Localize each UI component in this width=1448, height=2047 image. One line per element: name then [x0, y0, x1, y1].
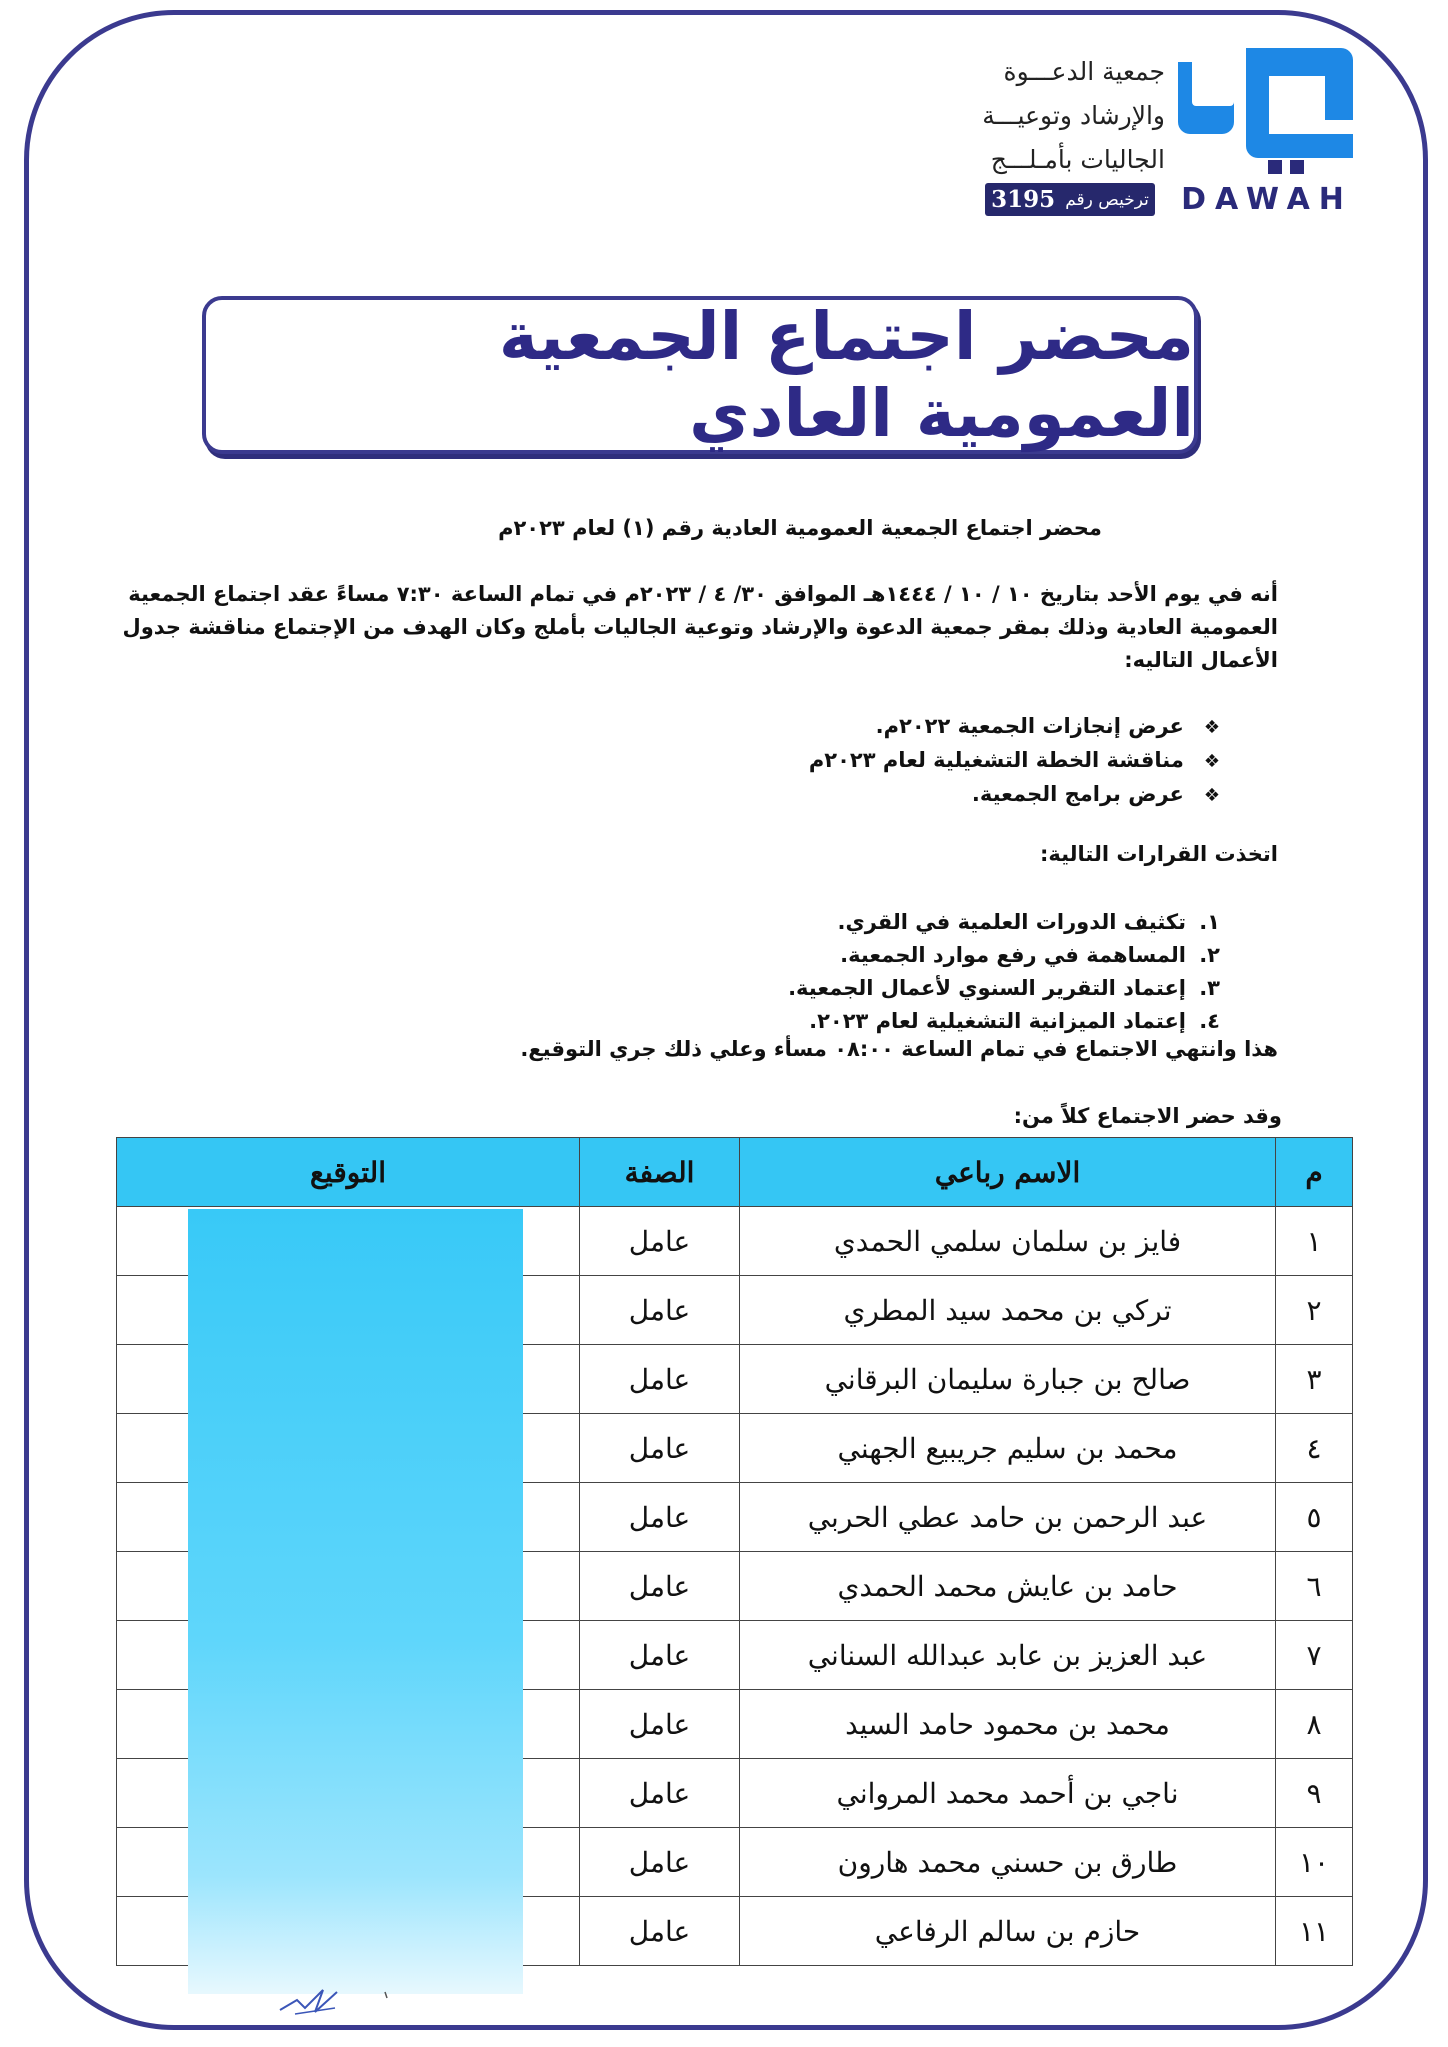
decision-text: إعتماد التقرير السنوي لأعمال الجمعية.: [788, 976, 1186, 1000]
decision-item: [300, 1005, 1220, 1038]
decision-text: المساهمة في رفع موارد الجمعية.: [840, 943, 1186, 967]
license-number: 3195: [991, 186, 1056, 213]
row-number: ٣: [1276, 1345, 1353, 1414]
row-number: ٦: [1276, 1552, 1353, 1621]
member-role: عامل: [580, 1483, 740, 1552]
dawah-logo-icon: [1178, 48, 1353, 178]
table-header-row: [117, 1138, 1353, 1207]
member-role: عامل: [580, 1345, 740, 1414]
license-label: ترخيص رقم: [1065, 189, 1149, 210]
member-name: ناجي بن أحمد محمد المرواني: [740, 1759, 1276, 1828]
member-role: عامل: [580, 1207, 740, 1276]
row-number: ٤: [1276, 1414, 1353, 1483]
member-name: طارق بن حسني محمد هارون: [740, 1828, 1276, 1897]
decision-number: ٢.: [1199, 943, 1220, 967]
document-title: محضر اجتماع الجمعية العمومية العادي: [498, 298, 1194, 452]
row-number: ٩: [1276, 1759, 1353, 1828]
member-role: عامل: [580, 1276, 740, 1345]
member-role: عامل: [580, 1414, 740, 1483]
closing-statement: هذا وانتهي الاجتماع في تمام الساعة ٠٨:٠٠ مسأء وعلي ذلك جري التوقيع.: [520, 1037, 1278, 1061]
member-name: فايز بن سلمان سلمي الحمدي: [740, 1207, 1276, 1276]
member-role: عامل: [580, 1828, 740, 1897]
member-name: حازم بن سالم الرفاعي: [740, 1897, 1276, 1966]
decision-number: ١.: [1199, 910, 1220, 934]
decision-number: ٣.: [1199, 976, 1220, 1000]
member-role: عامل: [580, 1759, 740, 1828]
title-box: [202, 296, 1198, 454]
header-role: الصفة: [580, 1138, 740, 1207]
org-line: الجاليات بأمـلـــج: [990, 145, 1165, 174]
member-role: عامل: [580, 1621, 740, 1690]
row-number: ١: [1276, 1207, 1353, 1276]
member-name: عبد العزيز بن عابد عبدالله السناني: [740, 1621, 1276, 1690]
decision-text: تكثيف الدورات العلمية في القري.: [837, 910, 1186, 934]
agenda-item: ❖ عرض إنجازات الجمعية ٢٠٢٢م.: [300, 710, 1220, 744]
attendees-intro: وقد حضر الاجتماع كلاً من:: [1013, 1104, 1282, 1128]
decision-item: [300, 972, 1220, 1005]
member-name: صالح بن جبارة سليمان البرقاني: [740, 1345, 1276, 1414]
member-name: محمد بن محمود حامد السيد: [740, 1690, 1276, 1759]
agenda-list: [300, 710, 1220, 812]
license-badge: [985, 183, 1155, 216]
agenda-item: ❖ عرض برامج الجمعية.: [300, 778, 1220, 812]
organization-name: [960, 50, 1165, 182]
member-name: حامد بن عايش محمد الحمدي: [740, 1552, 1276, 1621]
signature-scribble-icon: [275, 1978, 395, 2018]
member-name: محمد بن سليم جريبيع الجهني: [740, 1414, 1276, 1483]
decision-item: [300, 906, 1220, 939]
decision-item: [300, 939, 1220, 972]
member-role: عامل: [580, 1897, 740, 1966]
row-number: ٨: [1276, 1690, 1353, 1759]
row-number: ٧: [1276, 1621, 1353, 1690]
document-subtitle: محضر اجتماع الجمعية العمومية العادية رقم (١) لعام ٢٠٢٣م: [498, 516, 1102, 540]
logo-wordmark: DAWAH: [1181, 182, 1353, 217]
header-signature: التوقيع: [117, 1138, 580, 1207]
decisions-heading: اتخذت القرارات التالية:: [1039, 842, 1278, 866]
agenda-item: ❖ مناقشة الخطة التشغيلية لعام ٢٠٢٣م: [300, 744, 1220, 778]
member-name: تركي بن محمد سيد المطري: [740, 1276, 1276, 1345]
member-role: عامل: [580, 1690, 740, 1759]
row-number: ١١: [1276, 1897, 1353, 1966]
member-name: عبد الرحمن بن حامد عطي الحربي: [740, 1483, 1276, 1552]
row-number: ٢: [1276, 1276, 1353, 1345]
header-name: الاسم رباعي: [740, 1138, 1276, 1207]
intro-paragraph: أنه في يوم الأحد بتاريخ ١٠ / ١٠ / ١٤٤٤هـ الموافق ٣٠/ ٤ / ٢٠٢٣م في تمام الساعة ٧:٣٠ مساءً عقد اجتماع الجمعية العمومية العادية وذلك بمقر جمعية الدعوة والإرشاد وتوعية الجاليات بأملج وكان الهدف من الإجتماع مناقشة جدول الأعمال التاليه:: [122, 582, 1278, 672]
header-number: م: [1276, 1138, 1353, 1207]
member-role: عامل: [580, 1552, 740, 1621]
decision-text: إعتماد الميزانية التشغيلية لعام ٢٠٢٣.: [809, 1009, 1186, 1033]
decision-number: ٤.: [1199, 1009, 1220, 1033]
row-number: ٥: [1276, 1483, 1353, 1552]
row-number: ١٠: [1276, 1828, 1353, 1897]
decisions-list: [300, 906, 1220, 1038]
org-line: والإرشاد وتوعيـــة: [982, 101, 1165, 130]
org-line: جمعية الدعـــوة: [1003, 57, 1165, 86]
signature-redaction: [188, 1209, 523, 1994]
